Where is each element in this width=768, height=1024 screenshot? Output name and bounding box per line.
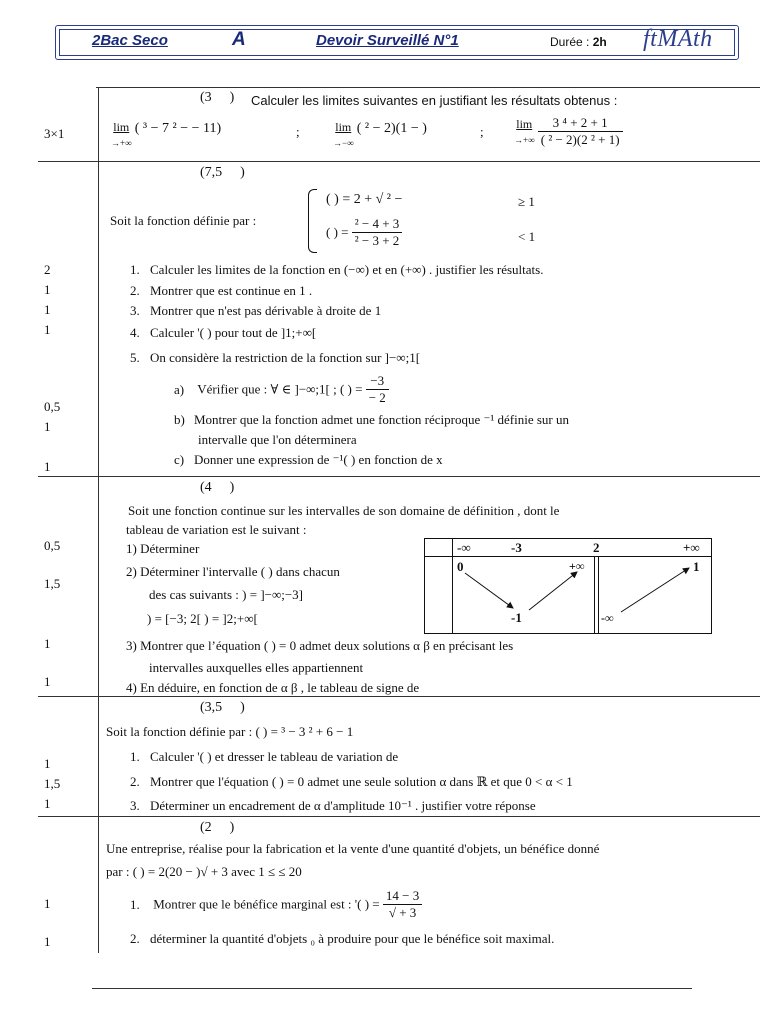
var-start: 0	[457, 559, 464, 574]
ex5-bareme-1: 1	[44, 896, 51, 911]
ex1-bareme: 3×1	[44, 126, 65, 141]
ex3-q2c: ) = [−3; 2[ ) = ]2;+∞[	[147, 611, 258, 626]
ex1-sep-1: ;	[296, 124, 300, 139]
ex4-bareme-1: 1	[44, 756, 51, 771]
var-min: -1	[511, 610, 522, 625]
ex5-points: (2 )	[200, 820, 235, 835]
x-val-4: +∞	[683, 540, 700, 555]
ex4-intro: Soit la fonction définie par : ( ) = ³ − 3 ² + 6 − 1	[106, 724, 354, 739]
group-label: A	[232, 29, 246, 50]
ex3-q2b: des cas suivants : ) = ]−∞;−3]	[149, 587, 304, 602]
top-rule	[96, 87, 760, 88]
ex2-qc: c) Donner une expression de ⁻¹( ) en fonction de x	[174, 452, 443, 467]
ex2-bareme-5: 0,5	[44, 399, 61, 414]
ex2-case-1: ( ) = 2 + √ ² −	[326, 192, 403, 207]
ex3-bareme-4: 1	[44, 674, 51, 689]
ex2-qb-line2: intervalle que l'on déterminera	[198, 432, 357, 447]
row-divider-2	[38, 476, 760, 477]
ex1-sep-2: ;	[480, 124, 484, 139]
footer-rule	[92, 988, 692, 989]
var-left-top: +∞	[569, 559, 585, 573]
arrow-down-1	[465, 573, 513, 608]
ex2-case-1-cond: ≥ 1	[518, 194, 535, 209]
ex5-intro-2: par : ( ) = 2(20 − )√ + 3 avec 1 ≤ ≤ 20	[106, 864, 302, 879]
ex1-points: (3 )	[200, 90, 235, 105]
ex5-intro-1: Une entreprise, réalise pour la fabrication et la vente d'une quantité d'objets, un bénéfice donné	[106, 841, 600, 856]
ex2-case-2-cond: < 1	[518, 229, 536, 244]
ex2-qa: a) Vérifier que : ∀ ∈ ]−∞;1[ ; ( ) = $\frac{-3}{- 2}$	[174, 373, 389, 406]
ex2-q1: 1. Calculer les limites de la fonction en (−∞) et en (+∞) . justifier les résultats.	[130, 262, 544, 277]
ex3-bareme-1: 0,5	[44, 538, 61, 553]
ex2-q2: 2. Montrer que est continue en 1 .	[130, 283, 313, 298]
ex4-points: (3,5 )	[200, 700, 245, 715]
ex1-instruction: Calculer les limites suivantes en justifiant les résultats obtenus :	[251, 93, 618, 108]
ex2-q4: 4. Calculer '( ) pour tout de ]1;+∞[	[130, 325, 317, 340]
class-label: 2Bac Seco	[92, 32, 168, 49]
ex3-q3: 3) Montrer que l’équation ( ) = 0 admet deux solutions α β en précisant les	[126, 638, 514, 653]
variation-table	[424, 538, 712, 634]
arrow-up-2	[621, 568, 689, 612]
ex2-q5: 5. On considère la restriction de la fonction sur ]−∞;1[	[130, 350, 421, 365]
ex3-intro-2: tableau de variation est le suivant :	[126, 522, 307, 537]
ex4-bareme-3: 1	[44, 796, 51, 811]
ex2-qb: b) Montrer que la fonction admet une fonction réciproque ⁻¹ définie sur un	[174, 412, 570, 427]
ex2-bareme-3: 1	[44, 302, 51, 317]
ex2-q3: 3. Montrer que n'est pas dérivable à droite de 1	[130, 303, 382, 318]
ex1-limit-3: lim →+∞ $\frac{\text{3 ⁴ + 2 + 1}}{\text{( ² − 2)(2 ² + 1)}}$	[514, 115, 623, 148]
ex2-case-2: ( ) = $\frac{\text{² − 4 + 3}}{\text{² − 3 + 2}}$	[326, 216, 402, 249]
variation-arrows	[425, 539, 711, 633]
ex3-points: (4 )	[200, 480, 235, 495]
ex2-bareme-7: 1	[44, 459, 51, 474]
ex3-bareme-3: 1	[44, 636, 51, 651]
ex3-q2: 2) Déterminer l'intervalle ( ) dans chacun	[126, 564, 340, 579]
ex4-q3: 3. Déterminer un encadrement de α d'amplitude 10⁻¹ . justifier votre réponse	[130, 798, 536, 813]
page-title: Devoir Surveillé N°1	[316, 32, 459, 49]
var-end: 1	[693, 559, 700, 574]
ex3-bareme-2: 1,5	[44, 576, 61, 591]
x-val-3: 2	[593, 540, 600, 555]
ex4-bareme-2: 1,5	[44, 776, 61, 791]
ex4-q1: 1. Calculer '( ) et dresser le tableau de variation de	[130, 749, 399, 764]
row-divider-1	[38, 161, 760, 162]
row-divider-4	[38, 816, 760, 817]
x-val-1: -∞	[457, 540, 471, 555]
ex2-bareme-4: 1	[44, 322, 51, 337]
ex1-limit-2: lim →−∞ ( ² − 2)(1 − )	[333, 120, 427, 148]
ex2-intro: Soit la fonction définie par :	[110, 213, 257, 228]
ex5-q2: 2. déterminer la quantité d'objets ₀ à produire pour que le bénéfice soit maximal.	[130, 931, 555, 946]
brace	[308, 189, 317, 253]
ex5-bareme-2: 1	[44, 934, 51, 949]
duration-label: Durée : 2h	[550, 35, 607, 49]
ex5-q1: 1. Montrer que le bénéfice marginal est : '( ) = $\frac{14 - 3}{√ + 3}$	[130, 888, 422, 921]
column-divider	[98, 87, 99, 953]
ex4-q2: 2. Montrer que l'équation ( ) = 0 admet une seule solution α dans ℝ et que 0 < α < 1	[130, 774, 573, 789]
ex3-q3b: intervalles auxquelles elles appartiennent	[149, 660, 364, 675]
x-val-2: -3	[511, 540, 522, 555]
row-divider-3	[38, 696, 760, 697]
ex2-points: (7,5 )	[200, 165, 245, 180]
logo: ftMAth	[643, 26, 713, 52]
ex3-q4: 4) En déduire, en fonction de α β , le tableau de signe de	[126, 680, 420, 695]
arrow-up-1	[529, 572, 577, 610]
ex2-bareme-1: 2	[44, 262, 51, 277]
var-after-bar: -∞	[601, 611, 614, 625]
ex2-bareme-6: 1	[44, 419, 51, 434]
ex3-q1: 1) Déterminer	[126, 541, 200, 556]
ex3-intro-1: Soit une fonction continue sur les intervalles de son domaine de définition , dont le	[128, 503, 560, 518]
ex1-limit-1: lim →+∞ ( ³ − 7 ² − − 11)	[111, 120, 222, 148]
ex2-bareme-2: 1	[44, 282, 51, 297]
